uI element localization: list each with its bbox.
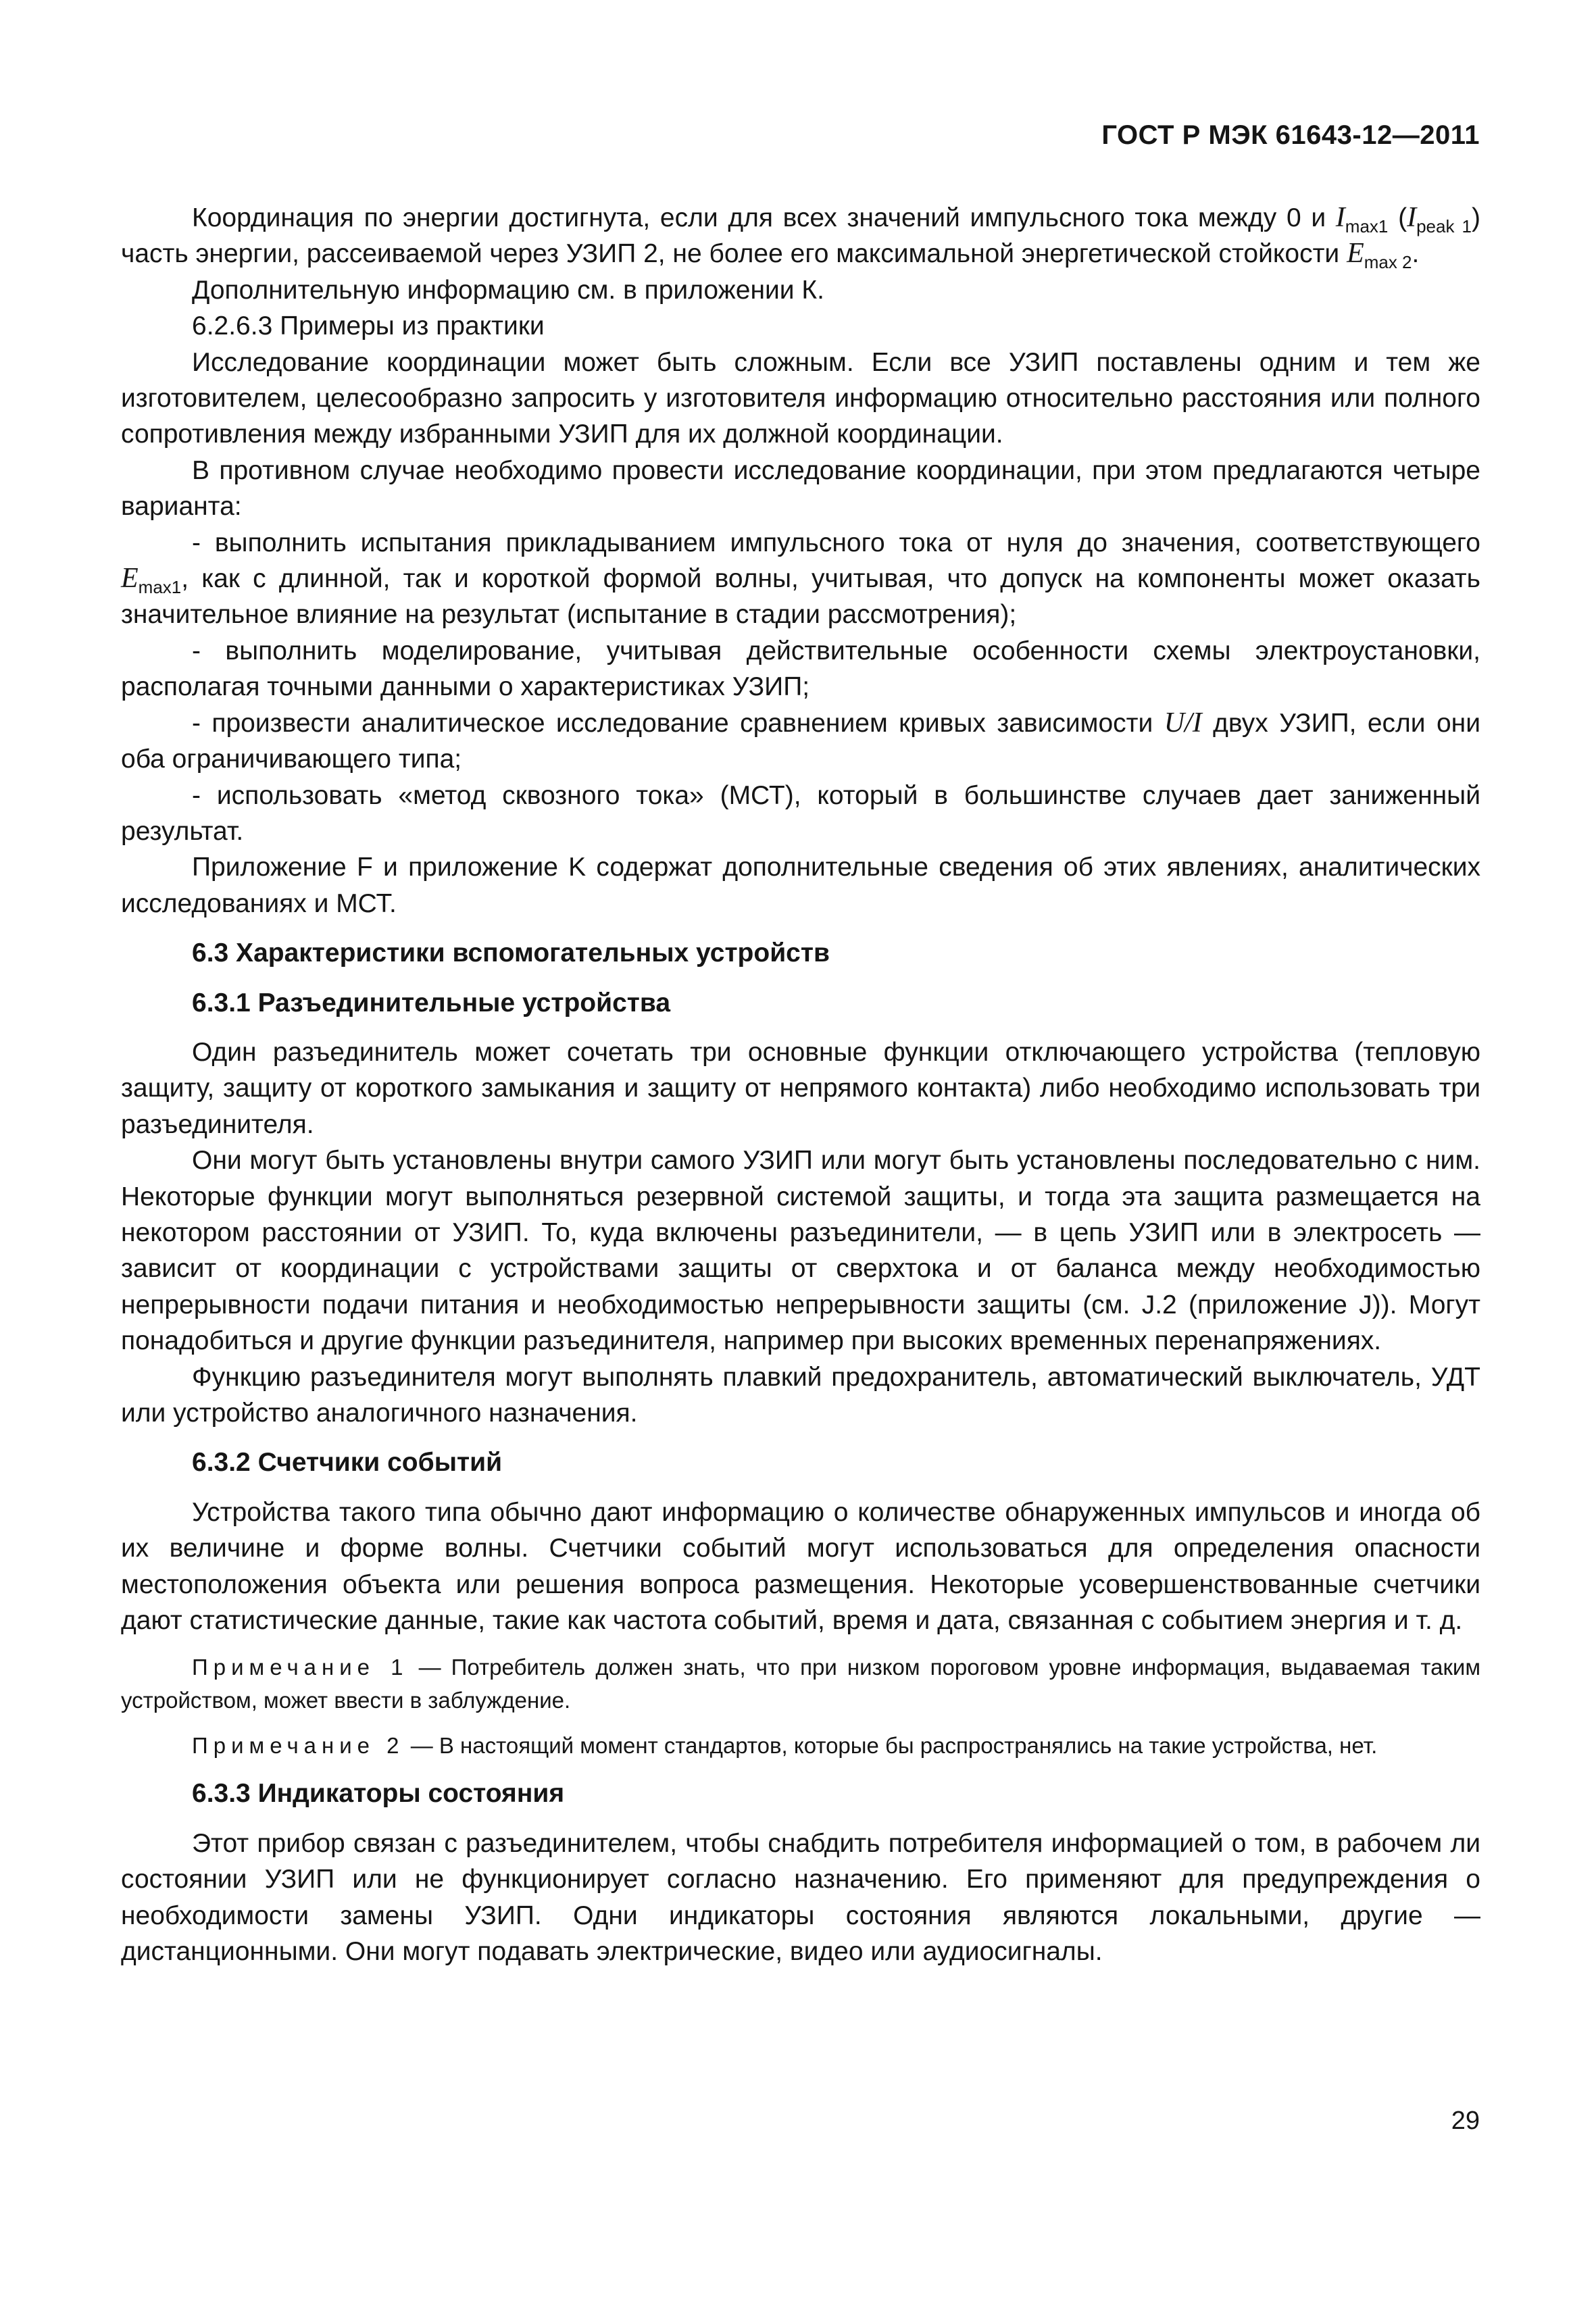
- section-heading-6-3-2: 6.3.2 Счетчики событий: [192, 1448, 503, 1478]
- paragraph-see-annex-k: Дополнительную информацию см. в приложении К.: [192, 275, 824, 305]
- paragraph-status-indicators: Этот прибор связан с разъединителем, чтобы снабдить потребителя информацией о том, в рабочем ли состоянии УЗИП или не функционирует согласно назначению. Его применяют для предупреждения о необходимости замены УЗИП. Одни индикаторы состояния являются локальными, другие — дистанционными. Они могут подавать электрические, видео или аудиосигналы.: [121, 1828, 1480, 1967]
- page-body: [121, 200, 1480, 1969]
- note-2-label: Примечание 2: [192, 1733, 405, 1759]
- paragraph-energy-coordination: Координация по энергии достигнута, если для всех значений импульсного тока между 0 и $I_{max1}$ $(I_{peak 1})$ часть энергии, рассеиваемой через УЗИП 2, не более его максимальной энергетической стойкости $E_{max 2}$.: [121, 202, 1480, 273]
- paragraph-coordination-complex: Исследование координации может быть сложным. Если все УЗИП поставлены одним и тем же изготовителем, целесообразно запросить у изготовителя информацию относительно расстояния или полного сопротивления между избранными УЗИП для их должной координации.: [121, 347, 1480, 449]
- list-item-modeling: - выполнить моделирование, учитывая действительные особенности схемы электроустановки, располагая точными данными о характеристиках УЗИП;: [121, 636, 1480, 702]
- standard-header: ГОСТ Р МЭК 61643-12—2011: [1101, 120, 1480, 150]
- paragraph-disconnector-placement: Они могут быть установлены внутри самого УЗИП или могут быть установлены последовательно с ним. Некоторые функции могут выполняться резервной системой защиты, и тогда эта защита размещается на некотором расстоянии от УЗИП. То, куда включены разъединители, — в цепь УЗИП или в электросеть — зависит от координации с устройствами защиты от сверхтока и от баланса между необходимостью непрерывности подачи питания и необходимостью непрерывности защиты (см. J.2 (приложение J)). Могут понадобиться и другие функции разъединителя, например при высоких временных перенапряжениях.: [121, 1146, 1480, 1356]
- note-1: [121, 1651, 1480, 1717]
- note-2: [121, 1729, 1480, 1762]
- list-item-analytic-study: - произвести аналитическое исследование сравнением кривых зависимости U/I двух УЗИП, если они оба ограничивающего типа;: [121, 707, 1480, 774]
- section-heading-6-3-3: 6.3.3 Индикаторы состояния: [192, 1779, 565, 1809]
- paragraph-event-counters: Устройства такого типа обычно дают информацию о количестве обнаруженных импульсов и иногда об их величине и форме волны. Счетчики событий могут использоваться для определения опасности местоположения объекта или решения вопроса размещения. Некоторые усовершенствованные счетчики дают статистические данные, такие как частота событий, время и дата, связанная с событием энергия и т. д.: [121, 1497, 1480, 1636]
- subsection-title-6-2-6-3: 6.2.6.3 Примеры из практики: [192, 311, 545, 341]
- list-item-impulse-test: - выполнить испытания прикладыванием импульсного тока от нуля до значения, соответствующего $E_{max1}$, как с длинной, так и короткой формой волны, учитывая, что допуск на компоненты может оказать значительное влияние на результат (испытание в стадии рассмотрения);: [121, 528, 1480, 630]
- paragraph-disconnector-devices: Функцию разъединителя могут выполнять плавкий предохранитель, автоматический выключатель, УДТ или устройство аналогичного назначения.: [121, 1362, 1480, 1428]
- page-number: 29: [1451, 2107, 1480, 2135]
- note-2-text: — В настоящий момент стандартов, которые бы распространялись на такие устройства, нет.: [404, 1733, 1378, 1759]
- note-1-label: Примечание 1: [192, 1655, 409, 1680]
- section-heading-6-3: 6.3 Характеристики вспомогательных устройств: [192, 938, 830, 968]
- paragraph-annex-f-k: Приложение F и приложение K содержат дополнительные сведения об этих явлениях, аналитических исследованиях и МСТ.: [121, 853, 1480, 918]
- section-heading-6-3-1: 6.3.1 Разъединительные устройства: [192, 988, 671, 1017]
- paragraph-disconnector-functions: Один разъединитель может сочетать три основные функции отключающего устройства (тепловую защиту, защиту от короткого замыкания и защиту от непрямого контакта) либо необходимо использовать три разъединителя.: [121, 1037, 1480, 1139]
- note-1-text: — Потребитель должен знать, что при низком пороговом уровне информация, выдаваемая таким устройством, может ввести в заблуждение.: [121, 1655, 1481, 1713]
- list-item-mct-method: - использовать «метод сквозного тока» (МСТ), который в большинстве случаев дает заниженный результат.: [121, 780, 1480, 846]
- paragraph-four-variants: В противном случае необходимо провести исследование координации, при этом предлагаются четыре варианта:: [121, 455, 1480, 522]
